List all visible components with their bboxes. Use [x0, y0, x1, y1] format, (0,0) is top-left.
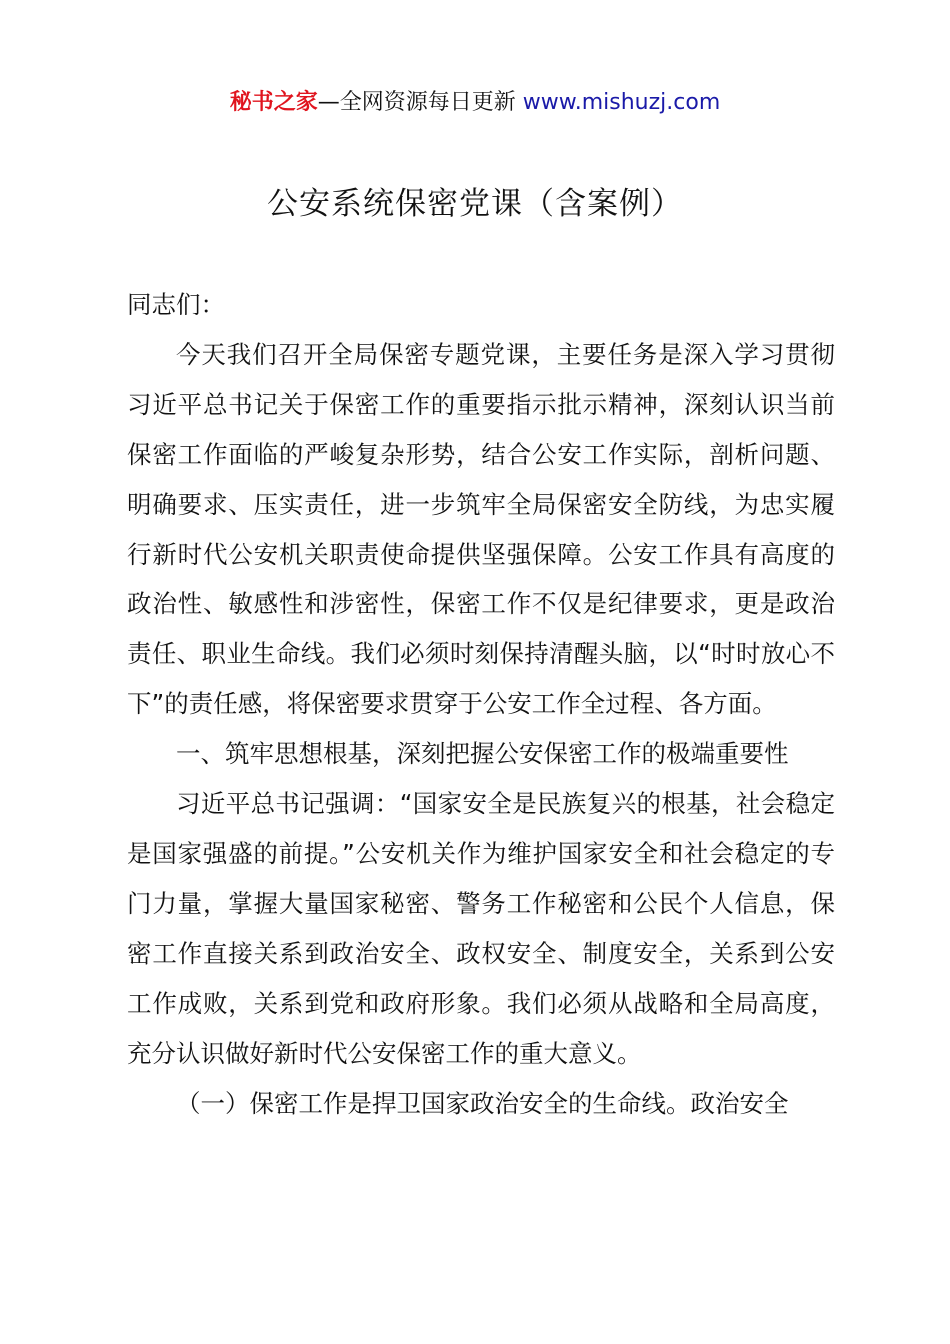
section-heading: 一、筑牢思想根基，深刻把握公安保密工作的极端重要性	[176, 739, 789, 769]
header-slogan: —全网资源每日更新	[317, 90, 516, 115]
header-banner	[0, 86, 950, 120]
brand-name: 秘书之家	[229, 90, 318, 115]
document-body	[127, 280, 835, 1128]
subsection-heading: （一）保密工作是捍卫国家政治安全的生命线。政治安全	[176, 1088, 789, 1118]
paragraph-section-1: 习近平总书记强调：“国家安全是民族复兴的根基，社会稳定是国家强盛的前提。”公安机关作为维护国家安全和社会稳定的专门力量，掌握大量国家秘密、警务工作秘密和公民个人信息，保密工作直接关系到政治安全、政权安全、制度安全，关系到公安工作成败，关系到党和政府形象。我们必须从战略和全局高度，充分认识做好新时代公安保密工作的重大意义。	[127, 789, 835, 1068]
salutation: 同志们：	[127, 290, 225, 319]
site-link[interactable]: www.mishuzj.com	[522, 90, 721, 115]
document-title: 公安系统保密党课（含案例）	[267, 186, 683, 222]
paragraph-intro: 今天我们召开全局保密专题党课，主要任务是深入学习贯彻习近平总书记关于保密工作的重要指示批示精神，深刻认识当前保密工作面临的严峻复杂形势，结合公安工作实际，剖析问题、明确要求、压实责任，进一步筑牢全局保密安全防线，为忠实履行新时代公安机关职责使命提供坚强保障。公安工作具有高度的政治性、敏感性和涉密性，保密工作不仅是纪律要求，更是政治责任、职业生命线。我们必须时刻保持清醒头脑，以“时时放心不下”的责任感，将保密要求贯穿于公安工作全过程、各方面。	[127, 339, 835, 719]
